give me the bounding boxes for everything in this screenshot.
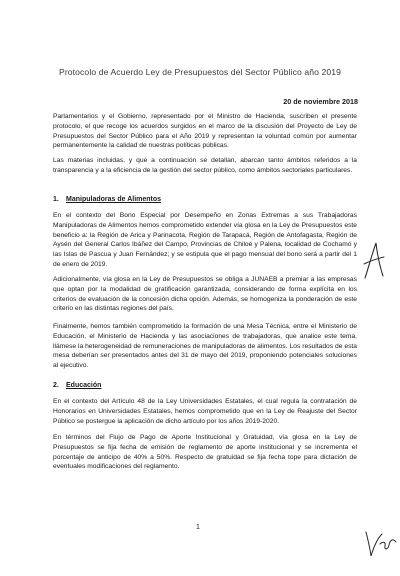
section-number: 2. [53, 382, 59, 389]
section-paragraph: Adicionalmente, vía glosa en la Ley de Presupuestos se obliga a JUNAEB a premiar a las empresas que optan por la modalidad de gratificación garantizada, considerando de forma explícita en los criterios de evaluación de la concesión dicha opción. Además, se homogeniza la ponderación de este criterio en las distintas regiones del país. [53, 276, 357, 313]
section-title: Manipuladoras de Alimentos [66, 196, 162, 203]
intro-paragraph: Las materias incluidas, y que a continuación se detallan, abarcan tanto ámbitos referidos a la transparencia y a la eficiencia de la gestión del sector público, como ámbitos sectoriales particulares. [53, 157, 357, 174]
document-date: 20 de noviembre 2018 [283, 97, 358, 106]
document-title: Protocolo de Acuerdo Ley de Presupuestos del Sector Público año 2019 [59, 67, 341, 77]
section-heading [53, 196, 357, 203]
section-paragraph: En términos del Flujo de Pago de Aporte Institucional y Gratuidad, vía glosa en la Ley de Presupuestos se fija fecha de emisión de reglamento de aporte institucional y se incrementa el porcentaje de anticipo de 40% a 50%. Respecto de gratuidad se fija fecha tope para dictación de eventuales modificaciones del reglamento. [53, 434, 357, 471]
section-paragraph: En el contexto del Bono Especial por Desempeño en Zonas Extremas a sus Trabajadoras Manipuladoras de Alimentos hemos comprometido extender vía glosa en la Ley de Presupuestos este beneficio a: la Región de Arica y Parinacota, Región de Tarapacá, Región de Antofagasta, Región de Aysén del General Carlos Ibáñez del Campo, Provincias de Chiloé y Palena, localidad de Cochamó y las Islas de Pascua y Juan Fernández; y se estipula que el pago mensual del bono será a partir del 1 de enero de 2019. [53, 212, 357, 268]
section-paragraph: Finalmente, hemos también comprometido la formación de una Mesa Técnica, entre el Ministerio de Educación, el Ministerio de Hacienda y las asociaciones de trabajadoras, que analice este tema, llámese la heterogeneidad de remuneraciones de manipuladoras de alimentos. Los resultados de esta mesa deberían ser presentados antes del 31 de mayo del 2019, proponiendo potenciales soluciones al ejecutivo. [53, 323, 357, 370]
section-paragraph: En el contexto del Artículo 48 de la Ley Universidades Estatales, el cual regula la contratación de Honorarios en Universidades Estatales, hemos comprometido que en la Ley de Reajuste del Sector Público se postergue la aplicación de dicho artículo por los años 2019-2020. [53, 398, 357, 425]
section-number: 1. [53, 196, 59, 203]
intro-paragraph: Parlamentarios y el Gobierno, representado por el Ministro de Hacienda, suscriben el presente protocolo, el que recoge los acuerdos surgidos en el marco de la discusión del Proyecto de Ley de Presupuestos del Sector Público para el Año 2019 y representan la voluntad común por aumentar permanentemente la calidad de nuestras políticas públicas. [53, 113, 357, 150]
section-heading [53, 382, 357, 389]
section-title: Educación [66, 382, 102, 389]
page-number: 1 [196, 524, 200, 531]
margin-initial-signature [362, 238, 386, 282]
corner-initial-signature [362, 526, 398, 560]
